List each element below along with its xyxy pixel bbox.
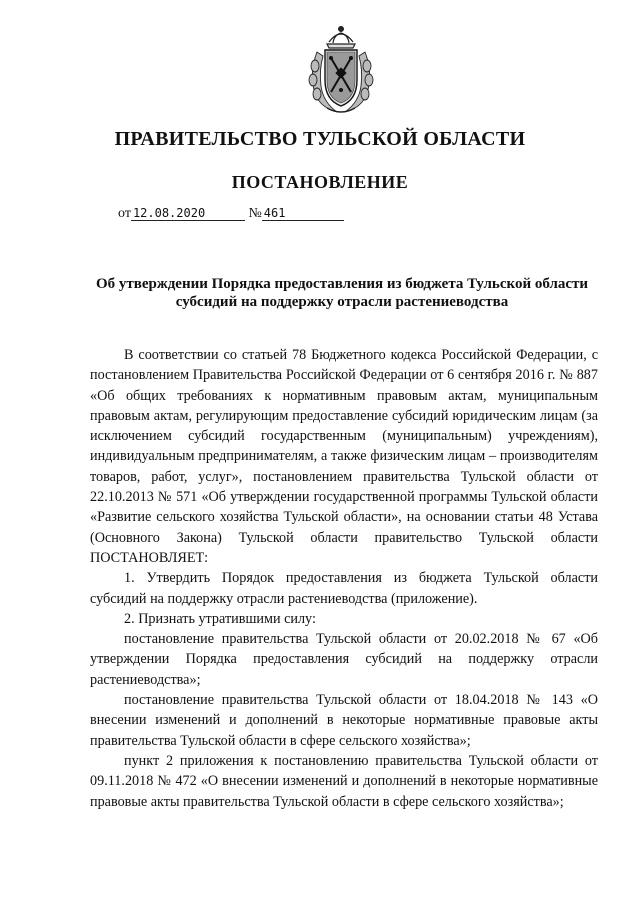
body-paragraph: 2. Признать утратившими силу:: [124, 610, 316, 627]
date-label: от: [118, 206, 131, 221]
heading-line-2: субсидий на поддержку отрасли растениеводства: [175, 294, 509, 310]
body-paragraph: постановление правительства Тульской области от 20.02.2018 № 67 «Об утверждении Порядка предоставления субсидий на поддержку отрасли растениеводства»;: [90, 631, 598, 688]
body-paragraph: постановление правительства Тульской области от 18.04.2018 № 143 «О внесении изменений и дополнений в некоторые нормативные правовые акты правительства Тульской области в сфере сельского хозяйства»;: [90, 692, 598, 749]
body-paragraph: 1. Утвердить Порядок предоставления из бюджета Тульской области субсидий на поддержку отрасли растениеводства (приложение).: [90, 570, 598, 607]
body-paragraph: пункт 2 приложения к постановлению правительства Тульской области от 09.11.2018 № 472 «О внесении изменений и дополнений в некоторые нормативные правовые акты правительства Тульской области в сфере сельского хозяйства»;: [90, 752, 598, 810]
document-date: 12.08.2020: [131, 206, 245, 221]
document-type: ПОСТАНОВЛЕНИЕ: [231, 172, 409, 192]
document-body: [90, 345, 598, 812]
coat-of-arms-icon: [303, 22, 379, 118]
government-title: ПРАВИТЕЛЬСТВО ТУЛЬСКОЙ ОБЛАСТИ: [114, 128, 526, 150]
date-number-row: [118, 206, 344, 222]
document-heading: [62, 275, 622, 311]
document-number: 461: [262, 206, 344, 221]
heading-line-1: Об утверждении Порядка предоставления из бюджета Тульской области: [95, 276, 589, 292]
body-paragraph: В соответствии со статьей 78 Бюджетного кодекса Российской Федерации, с постановлением Правительства Российской Федерации от 6 сентября 2016 г. № 887 «Об общих требованиях к нормативным правовым актам, муниципальным правовым актам, регулирующим предоставление субсидий юридическим лицам (за исключением субсидий государственным (муниципальным) учреждениям), индивидуальным предпринимателям, а также физическим лицам – производителям товаров, работ, услуг», постановлением правительства Тульской области от 22.10.2013 № 571 «Об утверждении государственной программы Тульской области «Развитие сельского хозяйства Тульской области», на основании статьи 48 Устава (Основного Закона) Тульской области правительство Тульской области ПОСТАНОВЛЯЕТ:: [90, 347, 598, 566]
number-label: №: [248, 206, 262, 221]
